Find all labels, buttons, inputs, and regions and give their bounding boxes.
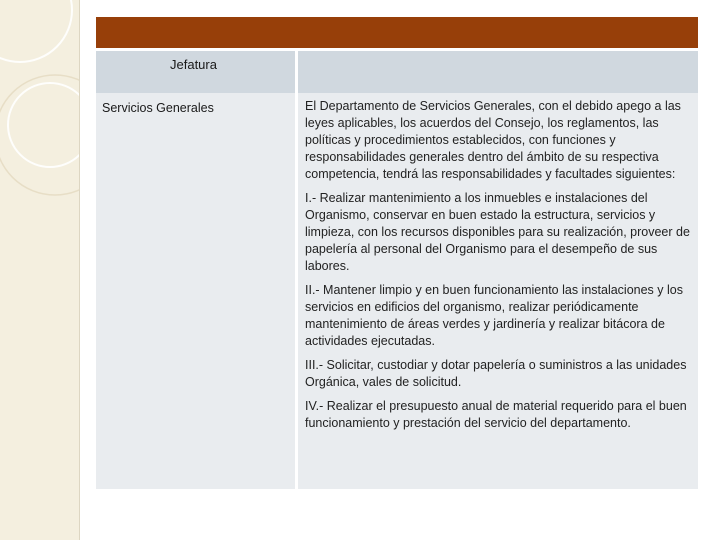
responsibilities-table: [96, 17, 698, 489]
intro-paragraph: El Departamento de Servicios Generales, con el debido apego a las leyes aplicables, los acuerdos del Consejo, los reglamentos, las políticas y procedimientos establecidos, con funciones y responsabilidades generales dentro del ámbito de su respectiva competencia, tendrá las responsabilidades y facultades siguientes:: [305, 99, 681, 181]
description-text: [305, 98, 695, 439]
row-label-servicios-generales: Servicios Generales: [102, 101, 214, 115]
function-item-i: I.- Realizar mantenimiento a los inmuebles e instalaciones del Organismo, conservar en buen estado la estructura, servicios y limpieza, con los recursos disponibles para su realización, proveer de papelería al personal del Organismo para el desempeño de sus labores.: [305, 191, 690, 273]
function-item-iii: III.- Solicitar, custodiar y dotar papelería o suministros a las unidades Orgánica, vales de solicitud.: [305, 358, 687, 389]
function-item-iv: IV.- Realizar el presupuesto anual de material requerido para el buen funcionamiento y prestación del servicio del departamento.: [305, 399, 687, 430]
row-cell-description: [298, 93, 698, 489]
row-cell-area: [96, 93, 295, 489]
table-title-bar: [96, 17, 698, 48]
function-item-ii: II.- Mantener limpio y en buen funcionamiento las instalaciones y los servicios en edificios del organismo, realizar periódicamente mantenimiento de áreas verdes y jardinería y realizar bitácora de actividades ejecutadas.: [305, 283, 683, 348]
decorative-circles: [0, 0, 80, 540]
header-label-jefatura: Jefatura: [170, 57, 217, 72]
decorative-side-band: [0, 0, 80, 540]
